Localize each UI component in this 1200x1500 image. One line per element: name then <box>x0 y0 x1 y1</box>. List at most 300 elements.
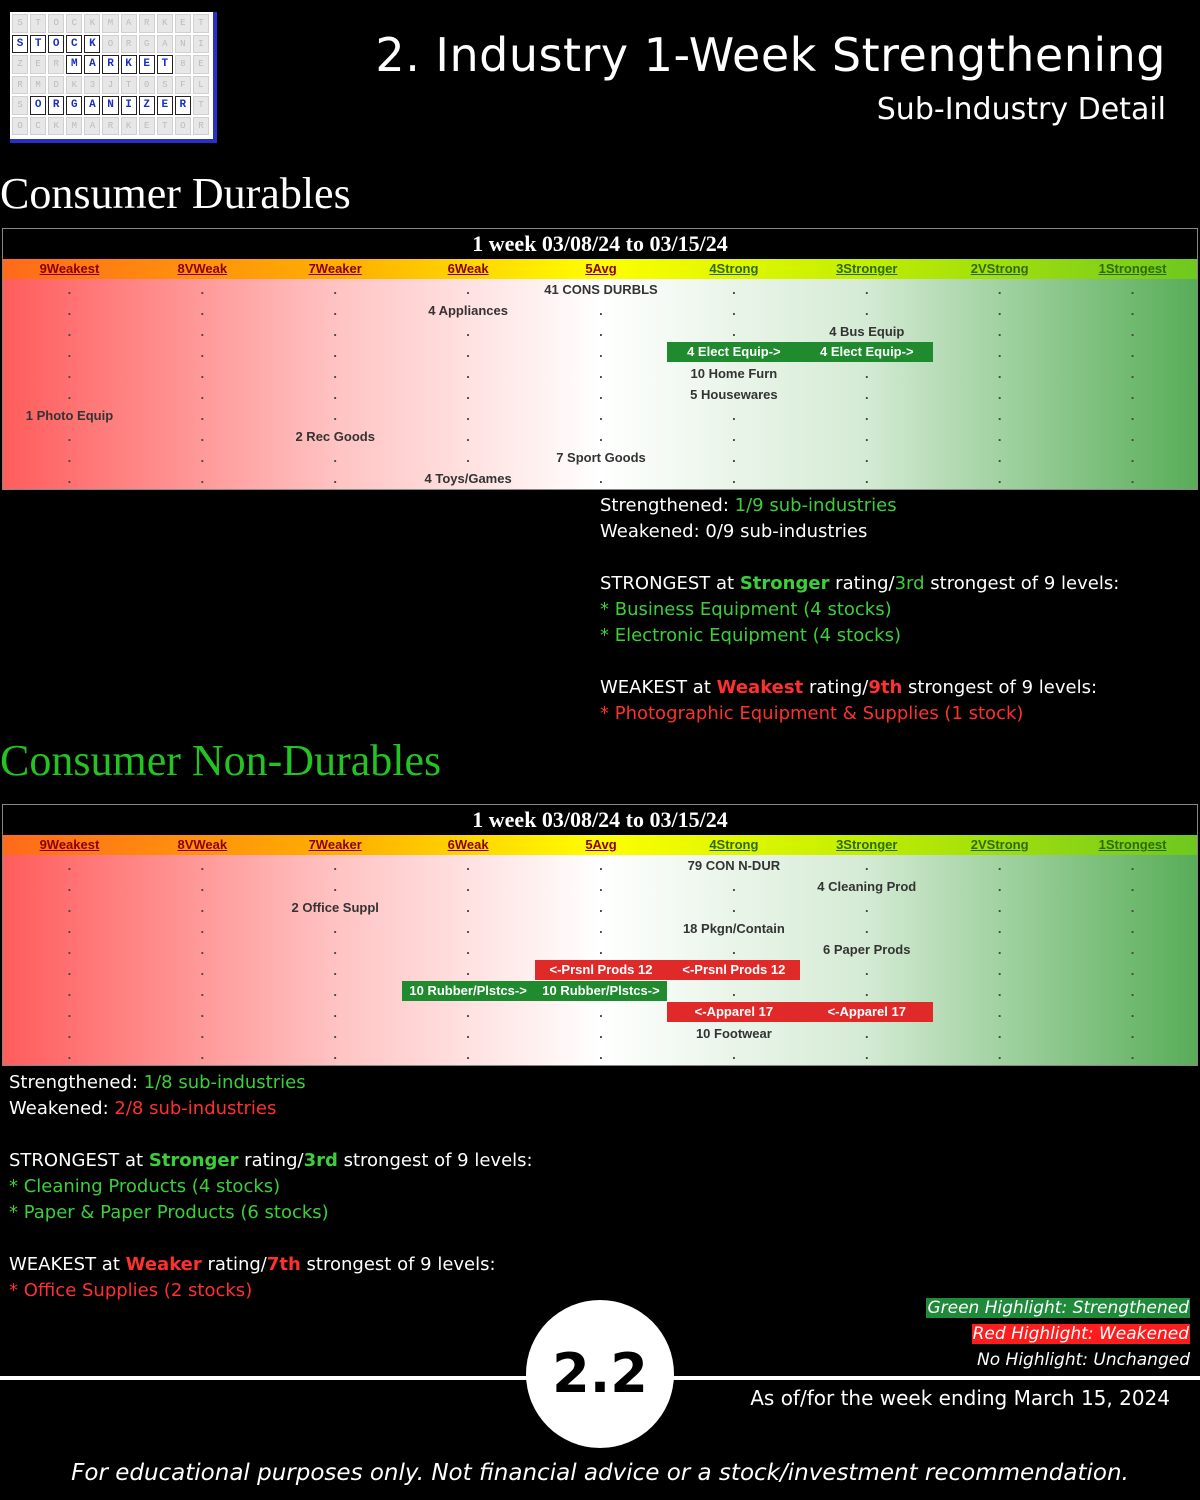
empty-cell-marker: . <box>732 471 736 486</box>
empty-cell-marker: . <box>1130 1005 1135 1020</box>
strongest-item: * Electronic Equipment (4 stocks) <box>600 625 901 646</box>
empty-cell-marker: . <box>1130 858 1135 873</box>
rating-level-3stronger: 3Stronger <box>836 261 898 276</box>
empty-cell-marker: . <box>67 345 72 360</box>
logo-letter: K <box>84 35 100 54</box>
empty-cell-marker: . <box>599 387 603 402</box>
empty-cell-marker: . <box>864 450 869 465</box>
empty-cell-marker: . <box>997 303 1002 318</box>
logo-filler-cell: G <box>139 35 155 54</box>
empty-cell-marker: . <box>333 324 338 339</box>
empty-cell-marker: . <box>200 963 205 978</box>
empty-cell-marker: . <box>1130 1026 1135 1041</box>
empty-cell-marker: . <box>1130 963 1135 978</box>
empty-cell-marker: . <box>466 1026 470 1041</box>
empty-cell-marker: . <box>333 942 338 957</box>
empty-cell-marker: . <box>333 366 338 381</box>
empty-cell-marker: . <box>333 858 338 873</box>
empty-cell-marker: . <box>466 429 470 444</box>
empty-cell-marker: . <box>200 900 205 915</box>
empty-cell-marker: . <box>200 282 205 297</box>
logo-letter: O <box>48 35 64 54</box>
weakest-line <box>9 1252 533 1278</box>
rating-levels-row <box>3 259 1197 279</box>
empty-cell-marker: . <box>997 879 1002 894</box>
logo-filler-cell: E <box>175 14 191 33</box>
empty-cell-marker: . <box>1130 303 1135 318</box>
weakest-mid: rating/ <box>201 1254 267 1275</box>
empty-cell-marker: . <box>997 282 1002 297</box>
empty-cell-marker: . <box>599 429 603 444</box>
empty-cell-marker: . <box>1130 324 1135 339</box>
empty-cell-marker: . <box>200 345 205 360</box>
logo-letter: C <box>66 35 82 54</box>
logo-letter: T <box>157 55 173 74</box>
empty-cell-marker: . <box>997 984 1002 999</box>
strongest-prefix: STRONGEST at <box>600 573 740 594</box>
empty-cell-marker: . <box>1130 408 1135 423</box>
logo-filler-cell: R <box>193 117 209 136</box>
strengthened-line <box>600 493 1119 519</box>
empty-cell-marker: . <box>599 324 603 339</box>
logo-filler-cell: D <box>48 76 64 95</box>
empty-cell-marker: . <box>864 303 869 318</box>
empty-cell-marker: . <box>333 303 338 318</box>
weakened-label: Weakened: <box>600 521 706 542</box>
empty-cell-marker: . <box>67 366 72 381</box>
section-title-consumer-non-durables: Consumer Non-Durables <box>0 736 442 785</box>
weakened-value: 2/8 sub-industries <box>114 1098 277 1119</box>
empty-cell-marker: . <box>200 984 205 999</box>
empty-cell-marker: . <box>333 984 338 999</box>
empty-cell-marker: . <box>1130 450 1135 465</box>
empty-cell-marker: . <box>333 387 338 402</box>
logo-filler-cell: C <box>30 117 46 136</box>
empty-cell-marker: . <box>200 1026 205 1041</box>
logo-filler-cell: C <box>66 14 82 33</box>
empty-cell-marker: . <box>864 1026 869 1041</box>
strongest-rating: Stronger <box>739 573 830 594</box>
strongest-rank: 3rd <box>303 1150 338 1171</box>
empty-cell-marker: . <box>732 879 736 894</box>
grid-period-header: 1 week 03/08/24 to 03/15/24 <box>3 805 1197 835</box>
empty-cell-marker: . <box>333 1005 338 1020</box>
empty-cell-marker: . <box>67 942 72 957</box>
rating-level-3stronger: 3Stronger <box>836 837 898 852</box>
empty-cell-marker: . <box>599 942 603 957</box>
empty-cell-marker: . <box>333 963 338 978</box>
empty-cell-marker: . <box>333 1047 338 1062</box>
sub-industry-label: 6 Paper Prods <box>823 942 911 957</box>
empty-cell-marker: . <box>599 345 603 360</box>
empty-cell-marker: . <box>67 858 72 873</box>
logo-letter: R <box>102 55 118 74</box>
logo-filler-cell: 0 <box>139 76 155 95</box>
empty-cell-marker: . <box>864 963 869 978</box>
weakest-prefix: WEAKEST at <box>600 677 717 698</box>
empty-cell-marker: . <box>864 471 869 486</box>
logo-filler-cell: 3 <box>84 76 100 95</box>
rating-grid-consumer-durables <box>2 228 1198 490</box>
empty-cell-marker: . <box>200 471 205 486</box>
sub-industry-label: <-Apparel 17 <box>827 1004 906 1019</box>
empty-cell-marker: . <box>1130 387 1135 402</box>
strongest-mid: rating/ <box>829 573 895 594</box>
logo-filler-cell: K <box>66 76 82 95</box>
logo-filler-cell: O <box>102 35 118 54</box>
grid-period-header: 1 week 03/08/24 to 03/15/24 <box>3 229 1197 259</box>
logo-filler-cell: K <box>121 117 137 136</box>
empty-cell-marker: . <box>997 366 1002 381</box>
strengthened-label: Strengthened: <box>600 495 735 516</box>
empty-cell-marker: . <box>732 450 736 465</box>
empty-cell-marker: . <box>864 387 869 402</box>
logo-letter: N <box>102 96 118 115</box>
logo-filler-cell: K <box>48 117 64 136</box>
logo-filler-cell: L <box>193 76 209 95</box>
logo-filler-cell: I <box>193 35 209 54</box>
weakest-rank: 9th <box>868 677 903 698</box>
logo-filler-cell: T <box>193 14 209 33</box>
rating-grid-consumer-non-durables <box>2 804 1198 1066</box>
sub-industry-label: 79 CON N-DUR <box>687 858 781 873</box>
logo-filler-cell: T <box>157 117 173 136</box>
logo-filler-cell: N <box>175 35 191 54</box>
empty-cell-marker: . <box>997 858 1002 873</box>
empty-cell-marker: . <box>200 1005 205 1020</box>
strongest-mid: rating/ <box>238 1150 304 1171</box>
logo-filler-cell: A <box>157 35 173 54</box>
strongest-item: * Cleaning Products (4 stocks) <box>9 1176 281 1197</box>
logo-letter: E <box>157 96 173 115</box>
logo-letter: I <box>121 96 137 115</box>
sub-industry-label: 2 Office Suppl <box>291 900 379 915</box>
logo-filler-cell: R <box>139 14 155 33</box>
rating-level-8vweak: 8VWeak <box>177 261 228 276</box>
logo-filler-cell: R <box>12 76 28 95</box>
empty-cell-marker: . <box>333 345 338 360</box>
sub-industry-label: 2 Rec Goods <box>295 429 375 444</box>
empty-cell-marker: . <box>732 984 736 999</box>
empty-cell-marker: . <box>997 942 1002 957</box>
empty-cell-marker: . <box>466 324 470 339</box>
empty-cell-marker: . <box>1130 471 1135 486</box>
rating-level-2vstrong: 2VStrong <box>970 261 1029 276</box>
empty-cell-marker: . <box>997 1047 1002 1062</box>
logo-filler-cell: R <box>102 117 118 136</box>
weakest-rating: Weakest <box>716 677 804 698</box>
empty-cell-marker: . <box>466 1005 470 1020</box>
logo-letter: R <box>175 96 191 115</box>
strengthened-line <box>9 1070 533 1096</box>
empty-cell-marker: . <box>466 921 470 936</box>
logo-letter: E <box>139 55 155 74</box>
grid-body <box>3 855 1197 1065</box>
as-of-date: As of/for the week ending March 15, 2024 <box>750 1386 1170 1410</box>
empty-cell-marker: . <box>599 858 603 873</box>
empty-cell-marker: . <box>864 1047 869 1062</box>
empty-cell-marker: . <box>1130 900 1135 915</box>
logo-filler-cell: 8 <box>175 55 191 74</box>
logo-letter: A <box>84 96 100 115</box>
empty-cell-marker: . <box>997 1026 1002 1041</box>
empty-cell-marker: . <box>864 984 869 999</box>
sub-industry-label: 1 Photo Equip <box>25 408 114 423</box>
empty-cell-marker: . <box>67 387 72 402</box>
logo-filler-cell: A <box>121 14 137 33</box>
empty-cell-marker: . <box>732 303 736 318</box>
rating-level-9weakest: 9Weakest <box>39 837 100 852</box>
empty-cell-marker: . <box>333 471 338 486</box>
disclaimer: For educational purposes only. Not financial advice or a stock/investment recommendation. <box>71 1460 1129 1486</box>
strongest-suffix: strongest of 9 levels: <box>337 1150 533 1171</box>
empty-cell-marker: . <box>864 408 869 423</box>
rating-level-1strongest: 1Strongest <box>1098 261 1167 276</box>
logo-filler-cell: T <box>193 96 209 115</box>
empty-cell-marker: . <box>732 324 736 339</box>
summary-consumer-non-durables <box>9 1070 533 1304</box>
empty-cell-marker: . <box>200 942 205 957</box>
logo-filler-cell: R <box>121 35 137 54</box>
rating-level-1strongest: 1Strongest <box>1098 837 1167 852</box>
empty-cell-marker: . <box>1130 921 1135 936</box>
empty-cell-marker: . <box>599 900 603 915</box>
weakest-line <box>600 675 1119 701</box>
page-number-badge: 2.2 <box>526 1300 674 1448</box>
empty-cell-marker: . <box>1130 282 1135 297</box>
empty-cell-marker: . <box>67 900 72 915</box>
sub-industry-label: 10 Home Furn <box>690 366 778 381</box>
weakest-prefix: WEAKEST at <box>9 1254 126 1275</box>
empty-cell-marker: . <box>997 963 1002 978</box>
section-title-consumer-durables: Consumer Durables <box>0 169 351 218</box>
empty-cell-marker: . <box>466 963 470 978</box>
empty-cell-marker: . <box>466 1047 470 1062</box>
empty-cell-marker: . <box>997 387 1002 402</box>
strongest-line <box>600 571 1119 597</box>
empty-cell-marker: . <box>67 1005 72 1020</box>
weakened-line <box>600 519 1119 545</box>
rating-level-9weakest: 9Weakest <box>39 261 100 276</box>
empty-cell-marker: . <box>200 408 205 423</box>
empty-cell-marker: . <box>997 408 1002 423</box>
weakened-highlight <box>667 1002 933 1022</box>
logo-letter: Z <box>139 96 155 115</box>
sub-industry-label: 7 Sport Goods <box>556 450 646 465</box>
empty-cell-marker: . <box>864 921 869 936</box>
empty-cell-marker: . <box>67 450 72 465</box>
strongest-rating: Stronger <box>148 1150 239 1171</box>
sub-industry-label: <-Prsnl Prods 12 <box>549 962 653 977</box>
empty-cell-marker: . <box>732 408 736 423</box>
weakened-label: Weakened: <box>9 1098 115 1119</box>
sub-industry-label: 4 Toys/Games <box>424 471 512 486</box>
logo-filler-cell: O <box>175 117 191 136</box>
empty-cell-marker: . <box>200 387 205 402</box>
strongest-suffix: strongest of 9 levels: <box>924 573 1120 594</box>
legend-none: No Highlight: Unchanged <box>977 1350 1190 1370</box>
empty-cell-marker: . <box>599 471 603 486</box>
rating-level-7weaker: 7Weaker <box>308 837 362 852</box>
rating-level-8vweak: 8VWeak <box>177 837 228 852</box>
empty-cell-marker: . <box>997 900 1002 915</box>
empty-cell-marker: . <box>466 366 470 381</box>
sub-industry-label: 18 Pkgn/Contain <box>682 921 785 936</box>
empty-cell-marker: . <box>1130 345 1135 360</box>
weakened-highlight <box>535 960 801 980</box>
weakest-suffix: strongest of 9 levels: <box>902 677 1098 698</box>
page-subtitle: Sub-Industry Detail <box>876 92 1166 127</box>
empty-cell-marker: . <box>864 429 869 444</box>
sub-industry-label: 41 CONS DURBLS <box>544 282 658 297</box>
legend-green: Green Highlight: Strengthened <box>927 1298 1189 1318</box>
empty-cell-marker: . <box>997 1005 1002 1020</box>
logo-letter: O <box>30 96 46 115</box>
empty-cell-marker: . <box>732 900 736 915</box>
stock-market-organizer-logo <box>10 12 217 143</box>
logo-filler-cell: M <box>102 14 118 33</box>
logo-filler-cell: E <box>139 117 155 136</box>
empty-cell-marker: . <box>466 282 470 297</box>
sub-industry-label: 4 Elect Equip-> <box>687 344 781 359</box>
empty-cell-marker: . <box>997 471 1002 486</box>
logo-letter: K <box>121 55 137 74</box>
highlight-legend <box>926 1295 1190 1373</box>
logo-filler-cell: S <box>12 14 28 33</box>
logo-letter: R <box>48 96 64 115</box>
sub-industry-label: 10 Footwear <box>695 1026 772 1041</box>
empty-cell-marker: . <box>599 408 603 423</box>
weakest-mid: rating/ <box>803 677 869 698</box>
empty-cell-marker: . <box>466 408 470 423</box>
empty-cell-marker: . <box>466 942 470 957</box>
legend-red: Red Highlight: Weakened <box>972 1324 1189 1344</box>
empty-cell-marker: . <box>466 900 470 915</box>
empty-cell-marker: . <box>732 942 736 957</box>
empty-cell-marker: . <box>200 366 205 381</box>
empty-cell-marker: . <box>732 429 736 444</box>
strengthened-value: 1/8 sub-industries <box>143 1072 306 1093</box>
logo-filler-cell: S <box>12 96 28 115</box>
empty-cell-marker: . <box>466 858 470 873</box>
strengthened-label: Strengthened: <box>9 1072 144 1093</box>
logo-filler-cell: A <box>84 117 100 136</box>
logo-filler-cell: O <box>48 14 64 33</box>
logo-filler-cell: T <box>30 14 46 33</box>
empty-cell-marker: . <box>333 879 338 894</box>
logo-letter: G <box>66 96 82 115</box>
empty-cell-marker: . <box>333 408 338 423</box>
weakened-value: 0/9 sub-industries <box>705 521 868 542</box>
strongest-prefix: STRONGEST at <box>9 1150 149 1171</box>
grid-body <box>3 279 1197 489</box>
sub-industry-label: <-Prsnl Prods 12 <box>682 962 786 977</box>
empty-cell-marker: . <box>67 879 72 894</box>
logo-filler-cell: K <box>84 14 100 33</box>
weakest-item: * Office Supplies (2 stocks) <box>9 1280 253 1301</box>
empty-cell-marker: . <box>200 879 205 894</box>
empty-cell-marker: . <box>67 1026 72 1041</box>
empty-cell-marker: . <box>864 366 869 381</box>
empty-cell-marker: . <box>732 1047 736 1062</box>
empty-cell-marker: . <box>67 984 72 999</box>
empty-cell-marker: . <box>67 324 72 339</box>
sub-industry-label: 5 Housewares <box>690 387 778 402</box>
weakest-item: * Photographic Equipment & Supplies (1 stock) <box>600 703 1024 724</box>
logo-filler-cell: R <box>48 55 64 74</box>
rating-level-5avg: 5Avg <box>585 837 617 852</box>
empty-cell-marker: . <box>67 429 72 444</box>
rating-level-4strong: 4Strong <box>709 837 759 852</box>
sub-industry-label: 10 Rubber/Plstcs-> <box>409 983 527 998</box>
logo-filler-cell: M <box>66 117 82 136</box>
rating-level-6weak: 6Weak <box>447 837 489 852</box>
empty-cell-marker: . <box>67 921 72 936</box>
empty-cell-marker: . <box>599 879 603 894</box>
empty-cell-marker: . <box>200 1047 205 1062</box>
empty-cell-marker: . <box>200 921 205 936</box>
empty-cell-marker: . <box>466 387 470 402</box>
logo-filler-cell: S <box>157 76 173 95</box>
empty-cell-marker: . <box>599 1047 603 1062</box>
rating-level-7weaker: 7Weaker <box>308 261 362 276</box>
empty-cell-marker: . <box>200 450 205 465</box>
empty-cell-marker: . <box>67 303 72 318</box>
logo-filler-cell: O <box>12 117 28 136</box>
weakest-rating: Weaker <box>125 1254 202 1275</box>
empty-cell-marker: . <box>200 303 205 318</box>
empty-cell-marker: . <box>466 345 470 360</box>
rating-level-6weak: 6Weak <box>447 261 489 276</box>
logo-filler-cell: F <box>175 76 191 95</box>
strengthened-value: 1/9 sub-industries <box>734 495 897 516</box>
logo-filler-cell: E <box>193 55 209 74</box>
empty-cell-marker: . <box>67 1047 72 1062</box>
strengthened-highlight <box>667 342 933 362</box>
page-title: 2. Industry 1-Week Strengthening <box>375 28 1166 82</box>
empty-cell-marker: . <box>732 282 736 297</box>
empty-cell-marker: . <box>864 900 869 915</box>
sub-industry-label: 10 Rubber/Plstcs-> <box>542 983 660 998</box>
empty-cell-marker: . <box>333 282 338 297</box>
weakest-rank: 7th <box>266 1254 301 1275</box>
empty-cell-marker: . <box>864 858 869 873</box>
empty-cell-marker: . <box>466 879 470 894</box>
logo-filler-cell: M <box>30 76 46 95</box>
empty-cell-marker: . <box>1130 366 1135 381</box>
logo-filler-cell: K <box>157 14 173 33</box>
empty-cell-marker: . <box>67 963 72 978</box>
empty-cell-marker: . <box>67 282 72 297</box>
empty-cell-marker: . <box>466 450 470 465</box>
summary-consumer-durables <box>600 493 1119 727</box>
strengthened-highlight <box>402 981 668 1001</box>
empty-cell-marker: . <box>997 345 1002 360</box>
sub-industry-label: 4 Cleaning Prod <box>817 879 917 894</box>
sub-industry-label: 4 Appliances <box>428 303 508 318</box>
strongest-line <box>9 1148 533 1174</box>
empty-cell-marker: . <box>997 324 1002 339</box>
empty-cell-marker: . <box>599 1026 603 1041</box>
strongest-item: * Business Equipment (4 stocks) <box>600 599 892 620</box>
weakest-suffix: strongest of 9 levels: <box>300 1254 496 1275</box>
empty-cell-marker: . <box>333 450 338 465</box>
empty-cell-marker: . <box>200 429 205 444</box>
sub-industry-label: <-Apparel 17 <box>694 1004 774 1019</box>
rating-levels-row <box>3 835 1197 855</box>
empty-cell-marker: . <box>1130 879 1135 894</box>
empty-cell-marker: . <box>333 921 338 936</box>
